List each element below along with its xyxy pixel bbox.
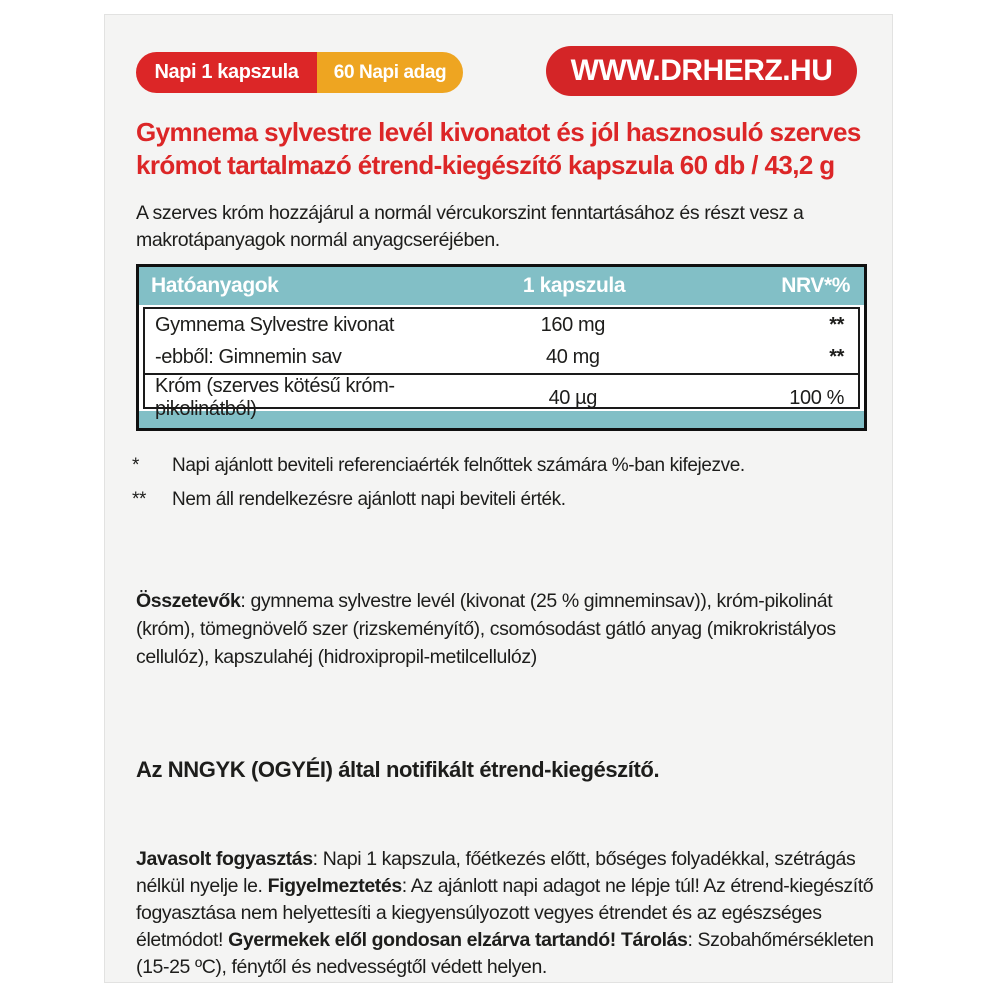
ingredient-name: -ebből: Gimnemin sav [155,345,342,368]
storage-label: Tárolás [620,929,688,951]
usage-and-storage-paragraph [136,846,894,981]
ingredient-group-box [143,307,860,375]
product-title: Gymnema sylvestre levél kivonatot és jól hasznosuló szerves krómot tartalmazó étrend-kiegészítő kapszula 60 db / 43,2 g [136,117,861,180]
ingredient-nrv: ** [829,313,844,336]
keep-away-from-children-text: Gyermekek elől gondosan elzárva tartandó! [228,929,616,951]
health-claim-text: A szerves króm hozzájárul a normál vércukorszint fenntartásához és részt vesz a makrotápanyagok normál anyagcseréjében. [136,202,804,251]
nutrition-table-header [139,267,864,305]
nutrition-table [136,264,867,431]
footnotes [132,453,872,521]
ingredient-nrv: 100 % [789,386,844,409]
footnote-nrv [132,453,872,478]
ingredient-name: Króm (szerves kötésű króm-pikolinátból) [155,375,395,420]
column-header-active-ingredients: Hatóanyagok [151,274,279,297]
supply-badge [317,52,463,93]
daily-dose-badge-label: Napi 1 kapszula [154,61,299,83]
usage-label: Javasolt fogyasztás [136,848,313,870]
daily-dose-badge [136,52,317,93]
ingredients-label: Összetevők [136,590,241,612]
dosage-badges [136,52,463,93]
table-row [145,341,858,373]
warning-label: Figyelmeztetés [267,875,402,897]
footnote-text: Nem áll rendelkezésre ajánlott napi beviteli érték. [172,489,566,510]
usage-text: : Napi 1 kapszula, főétkezés előtt, bőséges folyadékkal, szétrágás nélkül nyelje le. [136,848,856,897]
ingredients-list: : gymnema sylvestre levél (kivonat (25 % gimneminsav)), króm-pikolinát (króm), tömegnövelő szer (rizskeményítő), csomósodást gátló anyag (mikrokristályos cellulóz), kapszulahéj (hidroxipropil-metilcellulóz) [136,590,836,668]
notification-statement: Az NNGYK (OGYÉI) által notifikált étrend-kiegészítő. [136,757,660,782]
ingredient-amount: 160 mg [540,313,605,336]
product-label-card [104,14,893,983]
footnote-text: Napi ajánlott beviteli referenciaérték felnőttek számára %-ban kifejezve. [172,455,745,476]
footnote-marker: ** [132,489,146,510]
column-header-per-capsule: 1 kapszula [522,274,626,297]
table-row [145,309,858,341]
warning-text: : Az ajánlott napi adagot ne lépje túl! Az étrend-kiegészítő fogyasztása nem helyettesíti a kiegyensúlyozott vegyes étrendet és az egészséges életmódot! [136,875,874,951]
footnote-no-reference [132,487,872,512]
ingredient-name: Gymnema Sylvestre kivonat [155,313,394,336]
supply-badge-label: 60 Napi adag [333,61,447,83]
website-url-text: WWW.DRHERZ.HU [570,54,833,87]
ingredient-amount: 40 mg [545,345,600,368]
footnote-marker: * [132,455,139,476]
ingredient-nrv: ** [829,345,844,368]
ingredients-paragraph [136,587,888,671]
table-row [143,375,860,420]
storage-text: : Szobahőmérsékleten (15-25 ºC), fénytől és nedvességtől védett helyen. [136,929,874,978]
ingredient-amount: 40 µg [548,386,598,409]
website-banner [546,46,857,96]
column-header-nrv: NRV*% [781,274,850,297]
nutrition-table-body [143,307,860,420]
